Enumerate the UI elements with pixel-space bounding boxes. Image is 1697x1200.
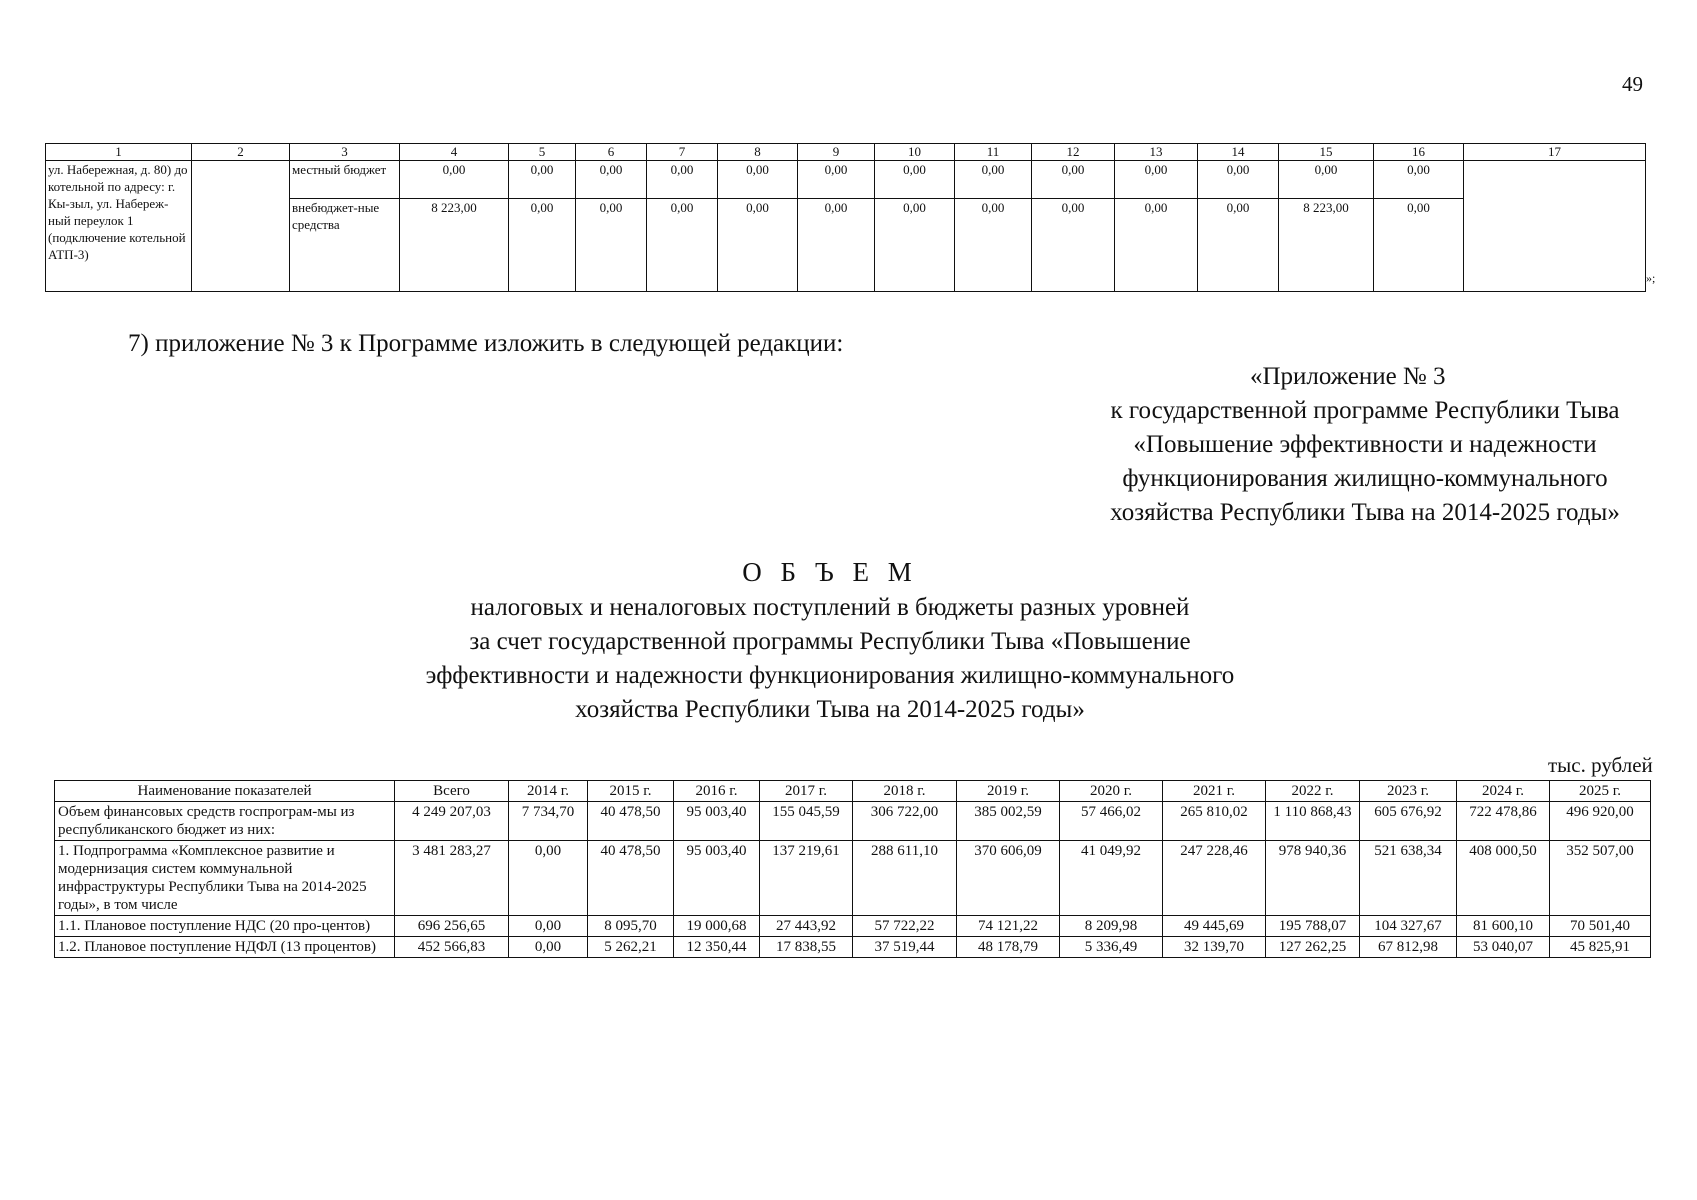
title-heading: О Б Ъ Е М bbox=[742, 557, 918, 587]
value-cell: 0,00 bbox=[798, 161, 875, 199]
value-cell: 7 734,70 bbox=[509, 802, 588, 841]
value-cell: 0,00 bbox=[1198, 199, 1279, 292]
column-number: 12 bbox=[1032, 144, 1115, 161]
column-number: 10 bbox=[875, 144, 955, 161]
value-cell: 155 045,59 bbox=[760, 802, 853, 841]
appendix-heading bbox=[1030, 360, 1697, 530]
value-cell: 8 223,00 bbox=[400, 199, 509, 292]
value-cell: 605 676,92 bbox=[1360, 802, 1457, 841]
value-cell: 19 000,68 bbox=[674, 916, 760, 937]
value-cell: 288 611,10 bbox=[853, 841, 957, 916]
column-number: 7 bbox=[647, 144, 718, 161]
value-cell: 53 040,07 bbox=[1457, 937, 1550, 958]
column-header: 2020 г. bbox=[1060, 781, 1163, 802]
value-cell: 0,00 bbox=[718, 161, 798, 199]
units-label: тыс. рублей bbox=[1548, 753, 1653, 777]
value-cell: 127 262,25 bbox=[1266, 937, 1360, 958]
value-cell: 5 336,49 bbox=[1060, 937, 1163, 958]
table-row bbox=[55, 937, 1651, 958]
column-number: 8 bbox=[718, 144, 798, 161]
indicator-name: Объем финансовых средств госпрограм-мы из республиканского бюджет из них: bbox=[55, 802, 395, 841]
value-cell: 81 600,10 bbox=[1457, 916, 1550, 937]
value-cell: 8 209,98 bbox=[1060, 916, 1163, 937]
value-cell: 306 722,00 bbox=[853, 802, 957, 841]
value-cell: 0,00 bbox=[1032, 199, 1115, 292]
value-cell: 137 219,61 bbox=[760, 841, 853, 916]
indicator-name: 1.2. Плановое поступление НДФЛ (13 процентов) bbox=[55, 937, 395, 958]
value-cell: 0,00 bbox=[1115, 161, 1198, 199]
value-cell: 0,00 bbox=[1279, 161, 1374, 199]
value-cell: 722 478,86 bbox=[1457, 802, 1550, 841]
title-line: налоговых и неналоговых поступлений в бюджеты разных уровней bbox=[470, 594, 1190, 621]
value-cell: 0,00 bbox=[875, 199, 955, 292]
value-cell: 70 501,40 bbox=[1550, 916, 1651, 937]
column-number: 9 bbox=[798, 144, 875, 161]
value-cell: 452 566,83 bbox=[395, 937, 509, 958]
column-number: 6 bbox=[576, 144, 647, 161]
column-header: Наименование показателей bbox=[55, 781, 395, 802]
object-name-cell: ул. Набережная, д. 80) до котельной по адресу: г. Кы-зыл, ул. Набереж-ный переулок 1 (подключение котельной АТП-3) bbox=[46, 161, 192, 292]
value-cell: 370 606,09 bbox=[957, 841, 1060, 916]
value-cell: 0,00 bbox=[1198, 161, 1279, 199]
column-header: Всего bbox=[395, 781, 509, 802]
value-cell: 521 638,34 bbox=[1360, 841, 1457, 916]
value-cell: 95 003,40 bbox=[674, 841, 760, 916]
value-cell: 0,00 bbox=[1115, 199, 1198, 292]
value-cell: 3 481 283,27 bbox=[395, 841, 509, 916]
value-cell: 0,00 bbox=[509, 916, 588, 937]
value-cell: 696 256,65 bbox=[395, 916, 509, 937]
funding-source-cell: местный бюджет bbox=[290, 161, 400, 199]
value-cell: 49 445,69 bbox=[1163, 916, 1266, 937]
value-cell: 8 095,70 bbox=[588, 916, 674, 937]
column-number: 17 bbox=[1464, 144, 1646, 161]
value-cell: 74 121,22 bbox=[957, 916, 1060, 937]
title-line: эффективности и надежности функционирования жилищно-коммунального bbox=[425, 662, 1235, 689]
column-number: 3 bbox=[290, 144, 400, 161]
column-header: 2022 г. bbox=[1266, 781, 1360, 802]
revenue-volume-table bbox=[54, 780, 1651, 958]
column-header: 2024 г. bbox=[1457, 781, 1550, 802]
column-number: 5 bbox=[509, 144, 576, 161]
value-cell: 0,00 bbox=[1032, 161, 1115, 199]
value-cell: 41 049,92 bbox=[1060, 841, 1163, 916]
value-cell: 0,00 bbox=[955, 199, 1032, 292]
column-header: 2019 г. bbox=[957, 781, 1060, 802]
value-cell: 104 327,67 bbox=[1360, 916, 1457, 937]
indicator-name: 1.1. Плановое поступление НДС (20 про-центов) bbox=[55, 916, 395, 937]
value-cell: 27 443,92 bbox=[760, 916, 853, 937]
value-cell: 0,00 bbox=[509, 161, 576, 199]
value-cell: 40 478,50 bbox=[588, 841, 674, 916]
column-number: 16 bbox=[1374, 144, 1464, 161]
page-number: 49 bbox=[1622, 72, 1643, 96]
column-number: 14 bbox=[1198, 144, 1279, 161]
column-number: 4 bbox=[400, 144, 509, 161]
title-line: хозяйства Республики Тыва на 2014-2025 годы» bbox=[575, 696, 1085, 723]
empty-cell bbox=[1464, 161, 1646, 292]
value-cell: 5 262,21 bbox=[588, 937, 674, 958]
value-cell: 67 812,98 bbox=[1360, 937, 1457, 958]
funding-source-cell: внебюджет-ные средства bbox=[290, 199, 400, 292]
column-header: 2016 г. bbox=[674, 781, 760, 802]
value-cell: 8 223,00 bbox=[1279, 199, 1374, 292]
value-cell: 0,00 bbox=[509, 199, 576, 292]
value-cell: 0,00 bbox=[875, 161, 955, 199]
table-row bbox=[46, 161, 1646, 199]
value-cell: 1 110 868,43 bbox=[1266, 802, 1360, 841]
value-cell: 57 722,22 bbox=[853, 916, 957, 937]
value-cell: 17 838,55 bbox=[760, 937, 853, 958]
column-header: 2017 г. bbox=[760, 781, 853, 802]
value-cell: 12 350,44 bbox=[674, 937, 760, 958]
document-title bbox=[330, 555, 1330, 727]
column-header: 2023 г. bbox=[1360, 781, 1457, 802]
value-cell: 57 466,02 bbox=[1060, 802, 1163, 841]
value-cell: 0,00 bbox=[509, 841, 588, 916]
table-row bbox=[55, 802, 1651, 841]
value-cell: 0,00 bbox=[1374, 161, 1464, 199]
continuation-table bbox=[45, 143, 1646, 292]
value-cell: 195 788,07 bbox=[1266, 916, 1360, 937]
indicator-name: 1. Подпрограмма «Комплексное развитие и модернизация систем коммунальной инфраструктуры Республики Тыва на 2014-2025 годы», в том числе bbox=[55, 841, 395, 916]
column-header: 2021 г. bbox=[1163, 781, 1266, 802]
value-cell: 40 478,50 bbox=[588, 802, 674, 841]
value-cell: 0,00 bbox=[576, 199, 647, 292]
table-header-row bbox=[55, 781, 1651, 802]
column-number-row bbox=[46, 144, 1646, 161]
value-cell: 352 507,00 bbox=[1550, 841, 1651, 916]
empty-cell bbox=[192, 161, 290, 292]
value-cell: 0,00 bbox=[718, 199, 798, 292]
amendment-paragraph: 7) приложение № 3 к Программе изложить в следующей редакции: bbox=[128, 330, 844, 357]
value-cell: 37 519,44 bbox=[853, 937, 957, 958]
appendix-line: «Приложение № 3 bbox=[1250, 363, 1446, 390]
value-cell: 0,00 bbox=[798, 199, 875, 292]
value-cell: 978 940,36 bbox=[1266, 841, 1360, 916]
title-line: за счет государственной программы Республики Тыва «Повышение bbox=[469, 628, 1191, 655]
column-number: 2 bbox=[192, 144, 290, 161]
value-cell: 408 000,50 bbox=[1457, 841, 1550, 916]
value-cell: 0,00 bbox=[1374, 199, 1464, 292]
column-header: 2025 г. bbox=[1550, 781, 1651, 802]
table-row bbox=[55, 916, 1651, 937]
value-cell: 0,00 bbox=[576, 161, 647, 199]
column-header: 2015 г. bbox=[588, 781, 674, 802]
appendix-line: к государственной программе Республики Тыва bbox=[1110, 397, 1620, 424]
value-cell: 45 825,91 bbox=[1550, 937, 1651, 958]
appendix-line: хозяйства Республики Тыва на 2014-2025 годы» bbox=[1110, 499, 1620, 526]
value-cell: 48 178,79 bbox=[957, 937, 1060, 958]
value-cell: 0,00 bbox=[647, 199, 718, 292]
closing-quote-mark: »; bbox=[1646, 271, 1656, 285]
value-cell: 4 249 207,03 bbox=[395, 802, 509, 841]
value-cell: 265 810,02 bbox=[1163, 802, 1266, 841]
appendix-line: функционирования жилищно-коммунального bbox=[1122, 465, 1608, 492]
value-cell: 496 920,00 bbox=[1550, 802, 1651, 841]
column-number: 15 bbox=[1279, 144, 1374, 161]
value-cell: 0,00 bbox=[955, 161, 1032, 199]
value-cell: 385 002,59 bbox=[957, 802, 1060, 841]
column-number: 11 bbox=[955, 144, 1032, 161]
column-number: 13 bbox=[1115, 144, 1198, 161]
value-cell: 32 139,70 bbox=[1163, 937, 1266, 958]
value-cell: 0,00 bbox=[509, 937, 588, 958]
value-cell: 0,00 bbox=[647, 161, 718, 199]
column-number: 1 bbox=[46, 144, 192, 161]
table-row bbox=[55, 841, 1651, 916]
value-cell: 95 003,40 bbox=[674, 802, 760, 841]
column-header: 2018 г. bbox=[853, 781, 957, 802]
value-cell: 247 228,46 bbox=[1163, 841, 1266, 916]
value-cell: 0,00 bbox=[400, 161, 509, 199]
appendix-line: «Повышение эффективности и надежности bbox=[1133, 431, 1597, 458]
column-header: 2014 г. bbox=[509, 781, 588, 802]
